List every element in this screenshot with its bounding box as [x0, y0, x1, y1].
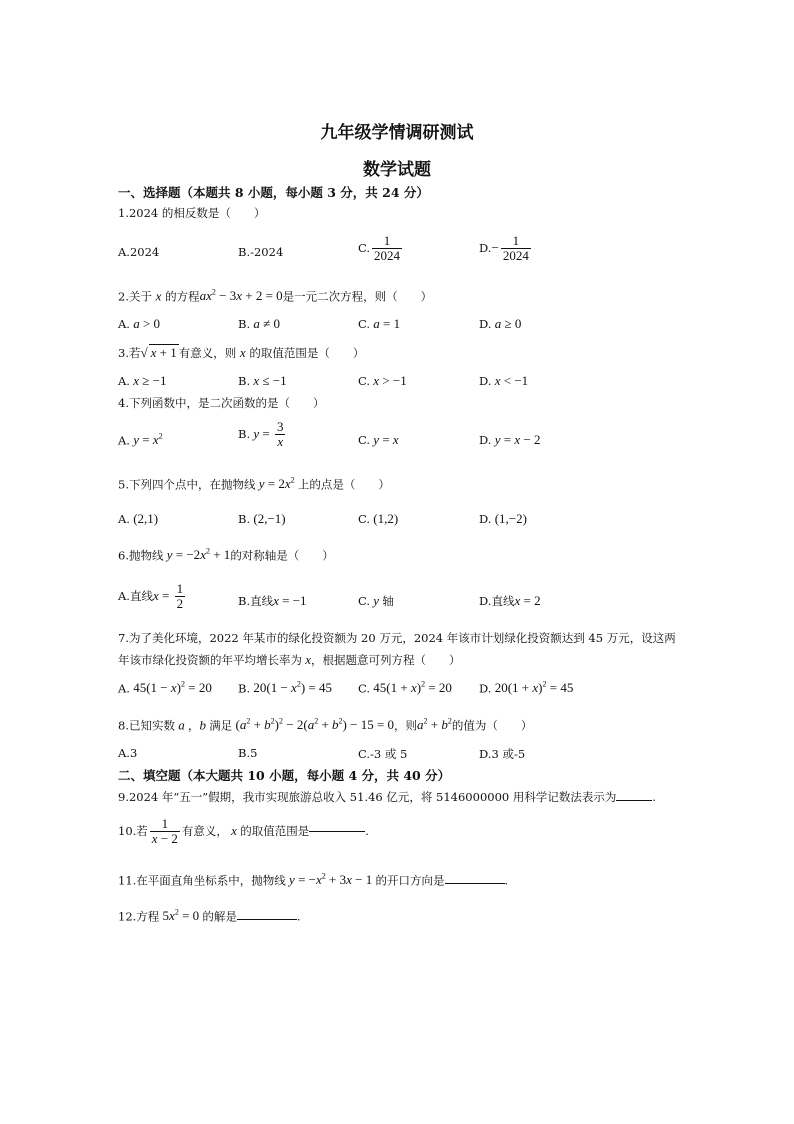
question-7-option-d: D. $20(1 + x)^2 = 45$: [479, 680, 574, 696]
question-1-option-a: A.2024: [118, 245, 160, 259]
question-7-stem-line1: 7.为了美化环境，2022 年某市的绿化投资额为 20 万元，2024 年该市计划绿化投资额达到 45 万元，设这两: [118, 631, 676, 645]
question-8-option-c: C.-3 或 5: [358, 747, 408, 761]
question-11-stem: 11.在平面直角坐标系中，抛物线 $y = -x^2 + 3x - 1$ 的开口方向是 .: [118, 872, 509, 888]
question-8-option-a: A.3: [118, 746, 138, 760]
question-5-option-c: C. (1,2): [358, 511, 399, 526]
question-4-option-a: A. $y = x^2$: [118, 432, 163, 448]
section-fill-heading: 二、填空题（本大题共 10 小题，每小题 4 分，共 40 分）: [118, 768, 451, 783]
question-6-option-b: B.直线x = −1: [238, 593, 307, 608]
question-4-stem: 4.下列函数中，是二次函数的是（ ）: [118, 396, 325, 410]
question-4-option-b: B. y = $\frac{3}{x}$: [238, 419, 284, 449]
question-2-option-a: A. a > 0: [118, 316, 161, 331]
question-2-stem: 2.关于 x 的方程$ax^2 - 3x + 2 = 0$是一元二次方程，则（ ）: [118, 288, 433, 304]
question-3-option-c: C. x > −1: [358, 373, 407, 388]
question-5-stem: 5.下列四个点中，在抛物线 $y = 2x^2$ 上的点是（ ）: [118, 476, 390, 492]
question-8-stem: 8.已知实数 a ，b 满足 $(a^2 + b^2)^2 - 2(a^2 + b^2) - 15 = 0$，则$a^2 + b^2$的值为（ ）: [118, 717, 533, 733]
question-6-option-c: C. y 轴: [358, 593, 394, 608]
question-6-option-a: A.直线x = $\frac{1}{2}$: [118, 581, 184, 611]
question-5-option-d: D. (1,−2): [479, 511, 527, 526]
question-5-option-b: B. (2,−1): [238, 511, 286, 526]
question-6-option-d: D.直线x = 2: [479, 593, 541, 608]
question-1-option-d: D.− $\frac{1}{2024}$: [479, 233, 529, 263]
question-2-option-b: B. a ≠ 0: [238, 316, 280, 331]
page-subtitle: 数学试题: [363, 160, 431, 180]
question-1-stem: 1.2024 的相反数是（ ）: [118, 206, 266, 220]
question-3-option-d: D. x < −1: [479, 373, 529, 388]
question-3-option-a: A. x ≥ −1: [118, 373, 167, 388]
question-7-option-b: B. $20(1 - x^2) = 45$: [238, 680, 332, 696]
question-4-option-d: D. y = x − 2: [479, 432, 541, 447]
question-6-stem: 6.抛物线 $y = -2x^2 + 1$的对称轴是（ ）: [118, 547, 334, 563]
question-3-stem: 3.若√ x + 1 有意义，则 x 的取值范围是（ ）: [118, 345, 365, 360]
question-9-stem: 9.2024 年“五一”假期，我市实现旅游总收入 51.46 亿元，将 5146000000 用科学记数法表示为 .: [118, 790, 657, 804]
question-3-option-b: B. x ≤ −1: [238, 373, 287, 388]
question-2-option-d: D. a ≥ 0: [479, 316, 522, 331]
question-4-option-c: C. y = x: [358, 432, 399, 447]
question-1-option-b: B.-2024: [238, 245, 284, 259]
question-7-stem-line2: 年该市绿化投资额的年平均增长率为 x，根据题意可列方程（ ）: [118, 652, 461, 667]
question-8-option-d: D.3 或-5: [479, 747, 526, 761]
page-title: 九年级学情调研测试: [320, 123, 474, 143]
question-7-option-a: A. $45(1 - x)^2 = 20$: [118, 680, 212, 696]
question-7-option-c: C. $45(1 + x)^2 = 20$: [358, 680, 452, 696]
question-10-stem: 10.若 $\frac{1}{x - 2}$ 有意义， x 的取值范围是 .: [118, 816, 369, 846]
question-1-option-c: C. $\frac{1}{2024}$: [358, 233, 401, 263]
question-2-option-c: C. a = 1: [358, 316, 401, 331]
question-8-option-b: B.5: [238, 746, 258, 760]
question-5-option-a: A. (2,1): [118, 511, 159, 526]
section-choice-heading: 一、选择题（本题共 8 小题，每小题 3 分，共 24 分）: [118, 185, 429, 200]
question-12-stem: 12.方程 $5x^2 = 0$ 的解是 .: [118, 908, 301, 924]
